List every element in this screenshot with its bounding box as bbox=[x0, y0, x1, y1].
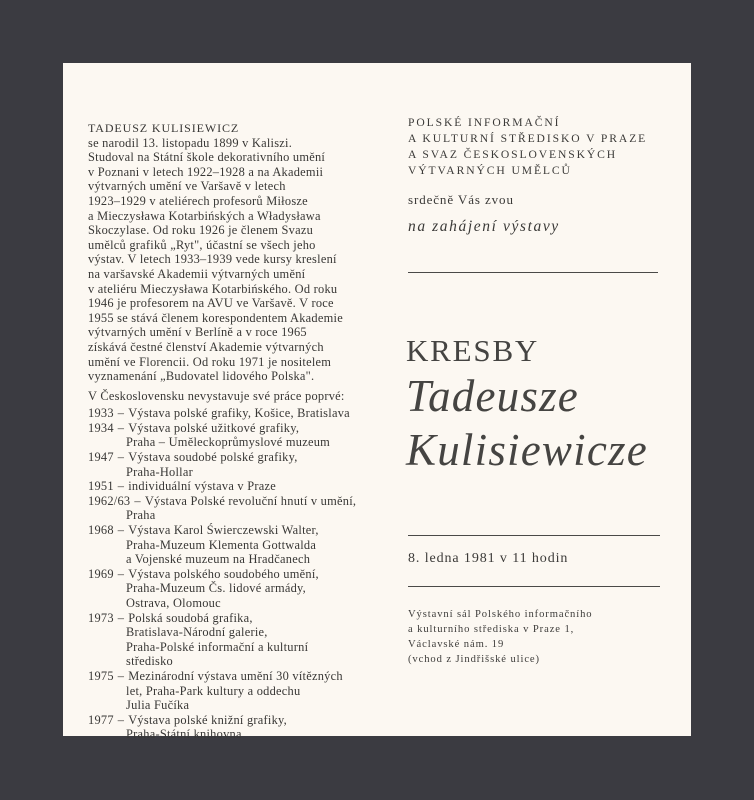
bio-line: výtvarných umění v Berlíně a v roce 1965 bbox=[88, 325, 307, 340]
exhibition-entry bbox=[88, 669, 388, 713]
dash: – bbox=[117, 406, 125, 421]
organizer-line: A KULTURNÍ STŘEDISKO V PRAZE bbox=[408, 132, 648, 145]
bio-line: v Poznani v letech 1922–1928 a na Akademii bbox=[88, 164, 324, 179]
dash: – bbox=[117, 566, 125, 581]
venue-line: Výstavní sál Polského informačního bbox=[408, 609, 593, 620]
exhibition-text: Výstava Karol Świerczewski Walter, bbox=[128, 523, 319, 538]
exhibition-text: Výstava polské grafiky, Košice, Bratislava bbox=[128, 406, 350, 421]
exhibition-text: Výstava Polské revoluční hnutí v umění, bbox=[144, 493, 357, 508]
dash: – bbox=[117, 479, 125, 494]
divider-rule bbox=[408, 586, 660, 587]
invitation-card bbox=[63, 63, 691, 742]
venue-line: a kulturního střediska v Praze 1, bbox=[408, 624, 575, 635]
exhibition-year: 1973 bbox=[88, 610, 114, 625]
bio-line: umělců grafiků „Ryt", účastní se všech jeho bbox=[88, 237, 316, 252]
exhibition-entry bbox=[88, 406, 388, 421]
exhibition-text-continued: Praha-Muzeum Klementa Gottwalda bbox=[126, 537, 317, 552]
dash: – bbox=[117, 523, 125, 538]
bio-line: na varšavské Akademii výtvarných umění bbox=[88, 266, 306, 281]
dash: – bbox=[117, 712, 125, 727]
biography-text bbox=[88, 136, 388, 384]
invitation-column bbox=[408, 115, 673, 236]
dash: – bbox=[117, 450, 125, 465]
exhibition-year: 1975 bbox=[88, 668, 114, 683]
venue-line: (vchod z Jindřišské ulice) bbox=[408, 654, 540, 665]
exhibition-text: Polská soudobá grafika, bbox=[128, 610, 253, 625]
exhibition-year: 1977 bbox=[88, 712, 114, 727]
venue-address bbox=[408, 607, 592, 667]
exhibition-year: 1933 bbox=[88, 406, 114, 421]
exhibition-text-continued: středisko bbox=[126, 654, 173, 669]
exhibition-text: Výstava polské knižní grafiky, bbox=[128, 712, 288, 727]
exhibition-text: Mezinárodní výstava umění 30 vítězných bbox=[128, 668, 343, 683]
exhibition-title: KRESBY bbox=[406, 333, 540, 368]
dash: – bbox=[117, 610, 125, 625]
exhibition-entry bbox=[88, 421, 388, 450]
exhibition-entry bbox=[88, 523, 388, 567]
artist-name-line-1: Tadeusze bbox=[406, 371, 579, 421]
dash: – bbox=[117, 668, 125, 683]
exhibition-text: Výstava polského soudobého umění, bbox=[128, 566, 319, 581]
organizer-line: A SVAZ ČESKOSLOVENSKÝCH bbox=[408, 148, 618, 161]
exhibition-entry bbox=[88, 567, 388, 611]
exhibitions-intro: V Československu nevystavuje své práce poprvé: bbox=[88, 388, 345, 403]
bio-line: výtvarných umění ve Varšavě v letech bbox=[88, 179, 286, 194]
divider-rule bbox=[408, 535, 660, 536]
exhibition-text-continued: Bratislava-Národní galerie, bbox=[126, 625, 268, 640]
exhibition-entry bbox=[88, 479, 388, 494]
exhibition-year: 1951 bbox=[88, 479, 114, 494]
bio-line: 1946 je profesorem na AVU ve Varšavě. V roce bbox=[88, 296, 334, 311]
exhibition-year: 1934 bbox=[88, 420, 114, 435]
exhibition-text: Výstava soudobé polské grafiky, bbox=[128, 450, 298, 465]
bio-line: výstav. V letech 1933–1939 vede kursy kreslení bbox=[88, 252, 337, 267]
exhibition-year: 1968 bbox=[88, 523, 114, 538]
exhibition-year: 1947 bbox=[88, 450, 114, 465]
exhibition-entry bbox=[88, 713, 388, 742]
divider-rule bbox=[408, 272, 658, 273]
exhibition-entry bbox=[88, 494, 388, 523]
exhibition-text: Výstava polské užitkové grafiky, bbox=[128, 420, 300, 435]
exhibition-text-continued: Praha-Hollar bbox=[126, 464, 193, 479]
dash: – bbox=[117, 420, 125, 435]
exhibition-text-continued: let, Praha-Park kultury a oddechu bbox=[126, 683, 301, 698]
exhibition-text-continued: Praha bbox=[126, 508, 156, 523]
exhibition-text-continued: Ostrava, Olomouc bbox=[126, 596, 221, 610]
exhibitions-list bbox=[88, 406, 388, 742]
bio-line: získává čestné členství Akademie výtvarných bbox=[88, 339, 324, 354]
biography-column bbox=[88, 121, 388, 742]
bio-line: umění ve Florencii. Od roku 1971 je nositelem bbox=[88, 354, 332, 369]
exhibition-text-continued: Praha-Muzeum Čs. lidové armády, bbox=[126, 581, 307, 596]
artist-name-line-2: Kulisiewicze bbox=[406, 425, 648, 475]
bio-line: vyznamenání „Budovatel lidového Polska". bbox=[88, 369, 315, 384]
exhibition-year: 1962/63 bbox=[88, 493, 131, 508]
bio-line: 1923–1929 v ateliérech profesorů Miłosze bbox=[88, 193, 308, 208]
exhibition-text: individuální výstava v Praze bbox=[128, 479, 276, 494]
bio-line: a Mieczysława Kotarbińských a Władysława bbox=[88, 208, 321, 223]
exhibition-text-continued: Praha-Polské informační a kulturní bbox=[126, 639, 309, 654]
event-date: 8. ledna 1981 v 11 hodin bbox=[408, 551, 569, 566]
greeting-text: srdečně Vás zvou bbox=[408, 192, 514, 207]
exhibition-entry bbox=[88, 611, 388, 669]
bio-line: 1955 se stává členem korespondentem Akademie bbox=[88, 310, 343, 325]
artist-name-heading: TADEUSZ KULISIEWICZ bbox=[88, 121, 240, 135]
bio-line: v ateliéru Mieczysława Kotarbińského. Od roku bbox=[88, 281, 338, 296]
bio-line: Skoczylase. Od roku 1926 je členem Svazu bbox=[88, 223, 314, 238]
organizers-block bbox=[408, 115, 673, 179]
exhibition-entry bbox=[88, 450, 388, 479]
dash: – bbox=[134, 493, 141, 508]
exhibition-text-continued: a Vojenské muzeum na Hradčanech bbox=[126, 552, 311, 567]
organizer-line: VÝTVARNÝCH UMĚLCŮ bbox=[408, 164, 572, 177]
exhibition-text-continued: Julia Fučíka bbox=[126, 698, 190, 713]
exhibition-text-continued: Praha – Uměleckoprůmyslové muzeum bbox=[126, 435, 331, 450]
opening-text: na zahájení výstavy bbox=[408, 218, 560, 235]
bio-line: Studoval na Státní škole dekorativního umění bbox=[88, 150, 326, 165]
bio-line: se narodil 13. listopadu 1899 v Kaliszi. bbox=[88, 135, 293, 150]
organizer-line: POLSKÉ INFORMAČNÍ bbox=[408, 116, 561, 129]
exhibition-text-continued: Praha-Státní knihovna bbox=[126, 727, 242, 742]
venue-line: Václavské nám. 19 bbox=[408, 639, 505, 650]
exhibition-title-block bbox=[406, 333, 648, 477]
exhibition-year: 1969 bbox=[88, 566, 114, 581]
